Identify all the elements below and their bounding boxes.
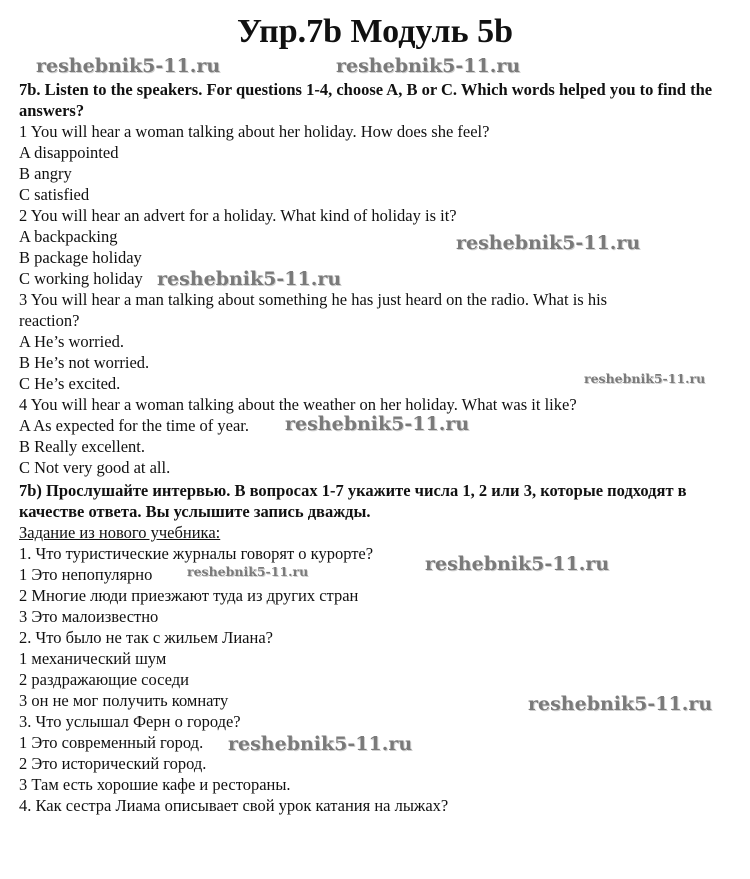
ru-question-1: 1. Что туристические журналы говорят о курорте? — [19, 544, 374, 563]
ru-question-4: 4. Как сестра Лиама описывает свой урок катания на лыжах? — [19, 796, 449, 815]
watermark: reshebnik5-11.ru — [187, 564, 309, 579]
option-3c: C He’s excited. — [19, 374, 121, 393]
ru-option-3-3: 3 Там есть хорошие кафе и рестораны. — [19, 775, 291, 794]
option-1b: B angry — [19, 164, 72, 183]
option-3b: B He’s not worried. — [19, 353, 150, 372]
ru-question-3: 3. Что услышал Ферн о городе? — [19, 712, 241, 731]
ru-option-2-1: 1 механический шум — [19, 649, 167, 668]
page-title: Упр.7b Модуль 5b — [236, 13, 514, 50]
watermark: reshebnik5-11.ru — [157, 268, 342, 290]
option-4a: A As expected for the time of year. — [19, 416, 250, 435]
question-3-cont: reaction? — [19, 311, 80, 330]
ru-option-3-2: 2 Это исторический город. — [19, 754, 207, 773]
option-4b: B Really excellent. — [19, 437, 145, 456]
option-1c: C satisfied — [19, 185, 90, 204]
option-3a: A He’s worried. — [19, 332, 124, 351]
option-2b: B package holiday — [19, 248, 142, 267]
english-instruction: 7b. Listen to the speakers. For questions 1-4, choose A, B or C. Which words helped you to find the answers? — [19, 80, 713, 120]
ru-question-2: 2. Что было не так с жильем Лиана? — [19, 628, 273, 647]
question-3: 3 You will hear a man talking about something he has just heard on the radio. What is his — [19, 290, 608, 309]
watermark: reshebnik5-11.ru — [425, 553, 610, 575]
ru-option-2-2: 2 раздражающие соседи — [19, 670, 190, 689]
watermark: reshebnik5-11.ru — [36, 55, 221, 77]
question-1: 1 You will hear a woman talking about her holiday. How does she feel? — [19, 122, 490, 141]
question-4: 4 You will hear a woman talking about the weather on her holiday. What was it like? — [19, 395, 577, 414]
ru-option-3-1: 1 Это современный город. — [19, 733, 204, 752]
option-2c: C working holiday — [19, 269, 143, 288]
question-2: 2 You will hear an advert for a holiday. What kind of holiday is it? — [19, 206, 457, 225]
option-2a: A backpacking — [19, 227, 118, 246]
russian-subtitle: Задание из нового учебника: — [19, 523, 221, 542]
option-1a: A disappointed — [19, 143, 119, 162]
russian-instruction: 7b) Прослушайте интервью. В вопросах 1-7 укажите числа 1, 2 или 3, которые подходят в качестве ответа. Вы услышите запись дважды. — [19, 481, 687, 521]
ru-option-1-2: 2 Многие люди приезжают туда из других стран — [19, 586, 359, 605]
watermark: reshebnik5-11.ru — [336, 55, 521, 77]
watermark: reshebnik5-11.ru — [528, 693, 713, 715]
ru-option-2-3: 3 он не мог получить комнату — [19, 691, 229, 710]
ru-option-1-3: 3 Это малоизвестно — [19, 607, 159, 626]
watermark: reshebnik5-11.ru — [584, 371, 706, 386]
watermark: reshebnik5-11.ru — [228, 733, 413, 755]
option-4c: C Not very good at all. — [19, 458, 171, 477]
watermark: reshebnik5-11.ru — [285, 413, 470, 435]
watermark: reshebnik5-11.ru — [456, 232, 641, 254]
ru-option-1-1: 1 Это непопулярно — [19, 565, 153, 584]
